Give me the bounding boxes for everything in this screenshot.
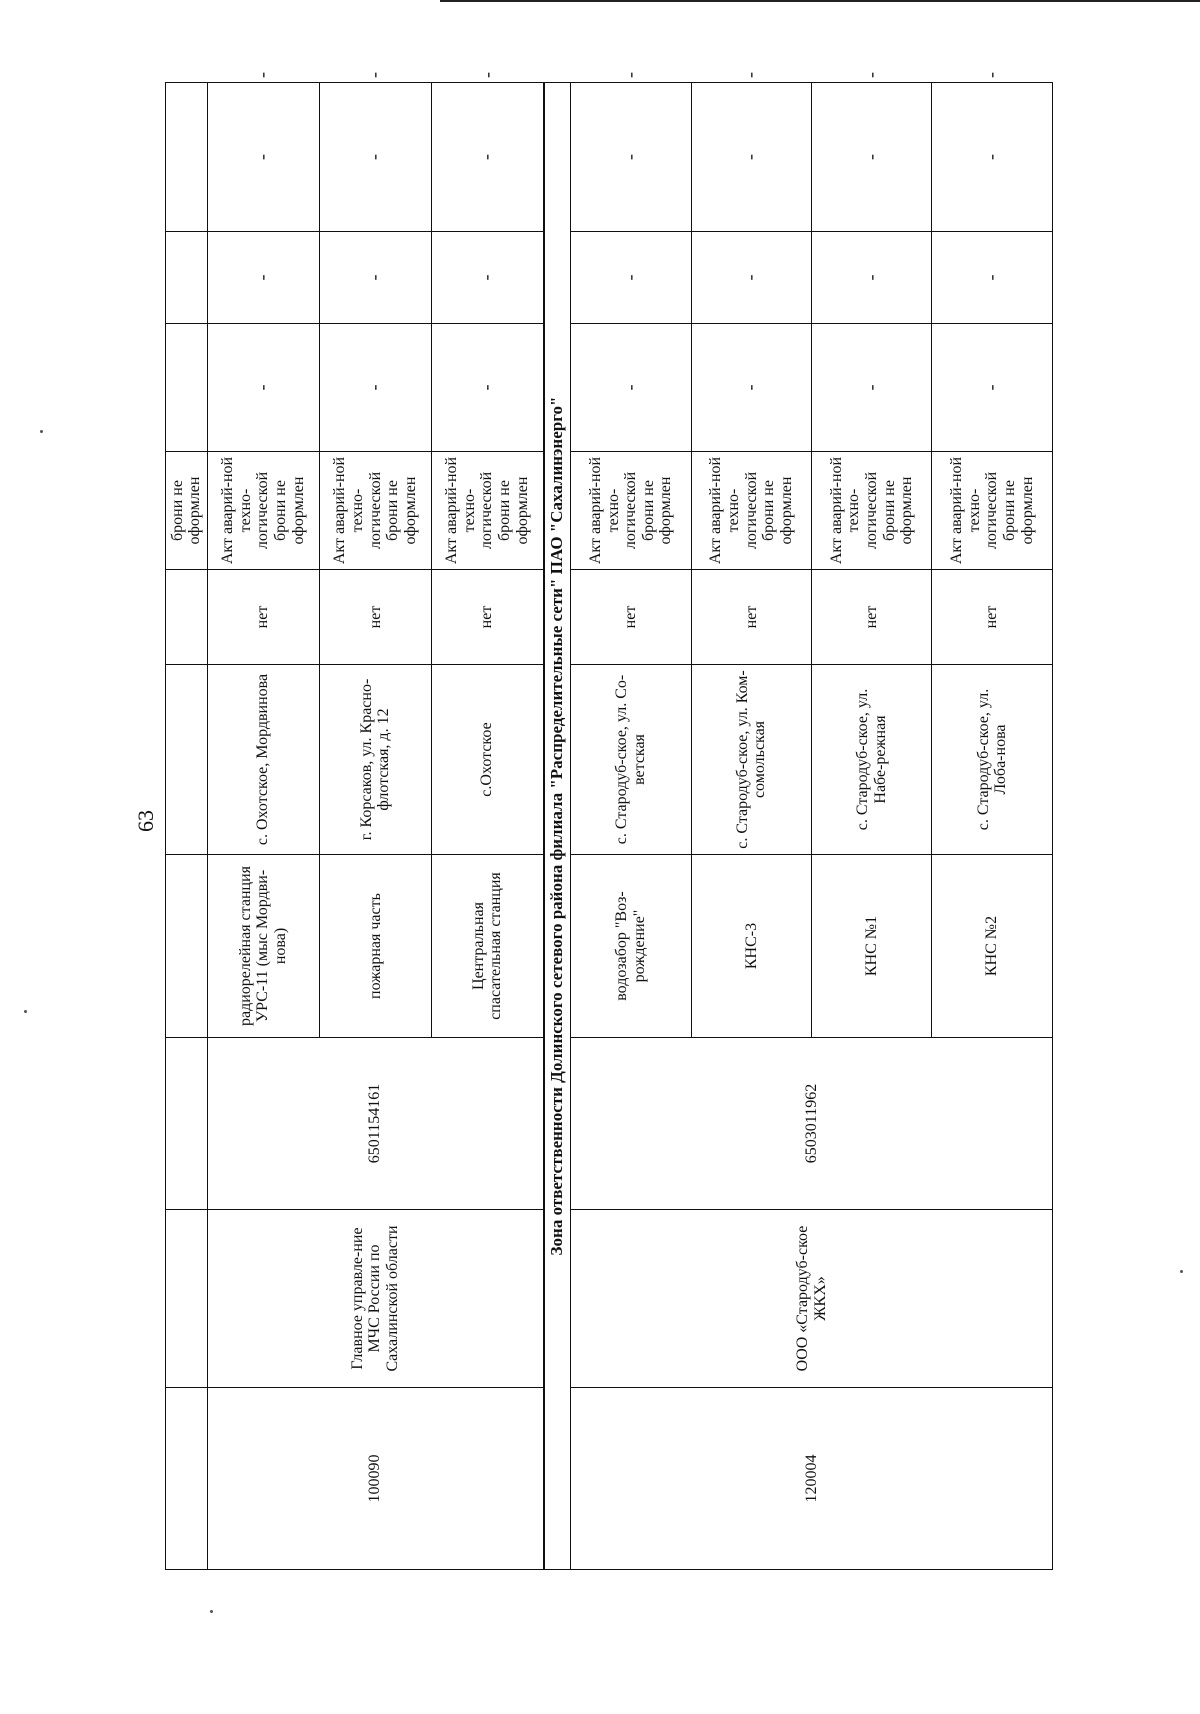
table-cell — [166, 1210, 208, 1388]
act-cell: Акт аварий-ной техно-логической брони не оформлен — [932, 452, 1053, 570]
table-row: КНС-3 с. Стародуб-ское, ул. Ком-сомольская нет Акт аварий-ной техно-логической брони не оформлен - - - - — [691, 83, 811, 1570]
scan-speck — [210, 1610, 213, 1613]
object-cell: водозабор "Воз-рождение" — [571, 855, 691, 1038]
object-cell: радиорелейная станция УРС-11 (мыс Мордви-нова) — [207, 855, 319, 1038]
table-cell — [166, 665, 208, 855]
reserve-cell: нет — [207, 570, 319, 665]
value-cell: - — [812, 324, 932, 452]
object-cell: КНС №1 — [812, 855, 932, 1038]
table-row: 120004 ООО «Стародуб-ское ЖКХ» 6503011962 водозабор "Воз-рождение" с. Стародуб-ское, ул. Со-ветская нет Акт аварий-ной техно-логической брони не оформлен - - - - — [571, 83, 691, 1570]
value-cell: - — [319, 232, 431, 324]
value-cell: - — [319, 324, 431, 452]
value-cell: - — [691, 324, 811, 452]
address-cell: с.Охотское — [431, 665, 543, 855]
act-cell: Акт аварий-ной техно-логической брони не оформлен — [571, 452, 691, 570]
value-cell: - — [812, 232, 932, 324]
scan-speck — [24, 1010, 27, 1013]
object-cell: Центральная спасательная станция — [431, 855, 543, 1038]
reserve-cell: нет — [319, 570, 431, 665]
code-cell: 100090 — [207, 1388, 543, 1570]
table-cell — [166, 1038, 208, 1210]
scan-speck — [1180, 1270, 1183, 1273]
value-cell: - — [932, 232, 1053, 324]
act-cell: Акт аварий-ной техно-логической брони не оформлен — [207, 452, 319, 570]
table-cell — [166, 1388, 208, 1570]
table-row: 100090 Главное управле-ние МЧС России по Сахалинской области 6501154161 радиорелейная станция УРС-11 (мыс Мордви-нова) с. Охотское, Мордвинова нет Акт аварий-ной техно-логической брони не оформлен - - - - — [207, 83, 319, 1570]
inn-cell: 6501154161 — [207, 1038, 543, 1210]
table-cell — [166, 232, 208, 324]
section-row — [544, 83, 571, 1570]
page-number: 63 — [133, 810, 158, 832]
reserve-cell: нет — [691, 570, 811, 665]
value-cell: - — [431, 324, 543, 452]
object-cell: пожарная часть — [319, 855, 431, 1038]
address-cell: с. Охотское, Мордвинова — [207, 665, 319, 855]
value-cell: - — [691, 83, 811, 232]
reserve-cell: нет — [932, 570, 1053, 665]
table-row: КНС №1 с. Стародуб-ское, ул. Набе-режная нет Акт аварий-ной техно-логической брони не оформлен - - - - — [812, 83, 932, 1570]
value-cell: - — [571, 83, 691, 232]
scan-top-edge-line — [440, 0, 1200, 2]
rotated-table-container — [165, 72, 1053, 1570]
table-row: Центральная спасательная станция с.Охотское нет Акт аварий-ной техно-логической брони не оформлен - - - - — [431, 83, 543, 1570]
value-cell: - — [207, 232, 319, 324]
table-cell — [166, 324, 208, 452]
section-title: Зона ответственности Долинского сетевого района филиала "Распределительные сети" ПАО "Сахалинэнерго" — [544, 83, 571, 1570]
table-cell — [166, 83, 208, 232]
value-cell: - — [932, 83, 1053, 232]
scan-speck — [40, 430, 43, 433]
table-cell — [166, 570, 208, 665]
reserve-cell: нет — [571, 570, 691, 665]
value-cell: - — [571, 232, 691, 324]
emergency-reserve-table — [165, 72, 1053, 1570]
value-cell: - — [431, 83, 543, 232]
value-cell: - — [932, 324, 1053, 452]
address-cell: г. Корсаков, ул. Красно-флотская, д. 12 — [319, 665, 431, 855]
address-cell: с. Стародуб-ское, ул. Ком-сомольская — [691, 665, 811, 855]
value-cell: - — [571, 324, 691, 452]
address-cell: с. Стародуб-ское, ул. Набе-режная — [812, 665, 932, 855]
value-cell: - — [691, 232, 811, 324]
value-cell: - — [431, 232, 543, 324]
reserve-cell: нет — [812, 570, 932, 665]
reserve-cell: нет — [431, 570, 543, 665]
act-cell: Акт аварий-ной техно-логической брони не оформлен — [691, 452, 811, 570]
object-cell: КНС-3 — [691, 855, 811, 1038]
value-cell: - — [812, 83, 932, 232]
object-cell: КНС №2 — [932, 855, 1053, 1038]
table-cell — [166, 855, 208, 1038]
inn-cell: 6503011962 — [571, 1038, 1053, 1210]
act-cell: Акт аварий-ной техно-логической брони не оформлен — [319, 452, 431, 570]
value-cell: - — [319, 83, 431, 232]
organization-cell: Главное управле-ние МЧС России по Сахалинской области — [207, 1210, 543, 1388]
table-row: КНС №2 с. Стародуб-ское, ул. Лоба-нова нет Акт аварий-ной техно-логической брони не оформлен - - - - — [932, 83, 1053, 1570]
act-cell: Акт аварий-ной техно-логической брони не оформлен — [431, 452, 543, 570]
address-cell: с. Стародуб-ское, ул. Со-ветская — [571, 665, 691, 855]
code-cell: 120004 — [571, 1388, 1053, 1570]
table-row — [166, 83, 208, 1570]
value-cell: - — [207, 83, 319, 232]
value-cell: - — [207, 324, 319, 452]
table-row: пожарная часть г. Корсаков, ул. Красно-флотская, д. 12 нет Акт аварий-ной техно-логической брони не оформлен - - - - — [319, 83, 431, 1570]
act-cell: брони не оформлен — [166, 452, 208, 570]
organization-cell: ООО «Стародуб-ское ЖКХ» — [571, 1210, 1053, 1388]
address-cell: с. Стародуб-ское, ул. Лоба-нова — [932, 665, 1053, 855]
act-cell: Акт аварий-ной техно-логической брони не оформлен — [812, 452, 932, 570]
